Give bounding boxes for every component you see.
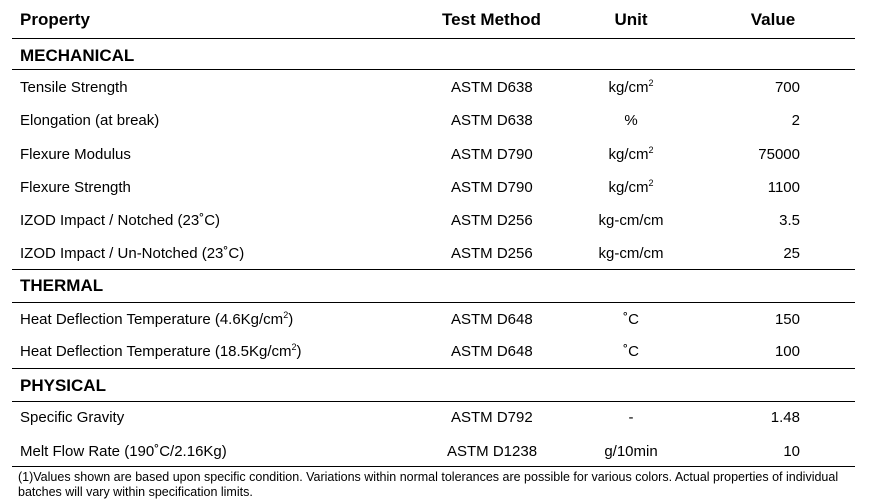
row-method: ASTM D638: [451, 79, 533, 96]
row-method: ASTM D638: [451, 112, 533, 129]
section-divider: [12, 69, 855, 70]
row-value: 150: [774, 311, 800, 328]
footnote: (1)Values shown are based upon specific condition. Variations within normal tolerances are possible for various colors. Actual properties of individual batches will vary within specification limits.: [18, 470, 839, 499]
row-property: Elongation (at break): [20, 112, 160, 129]
row-unit: $kg/cm^2$: [608, 145, 654, 163]
row-property: Melt Flow Rate (190˚C/2.16Kg): [20, 443, 227, 460]
row-value: 2: [791, 112, 800, 129]
section-title: MECHANICAL: [20, 46, 135, 65]
section-divider: [12, 368, 855, 369]
row-value: 100: [774, 343, 800, 360]
header-test-method: Test Method: [442, 10, 541, 29]
row-value: 10: [783, 443, 800, 460]
section-title: PHYSICAL: [20, 376, 106, 395]
footer-divider: [12, 466, 855, 467]
row-method: ASTM D792: [451, 409, 533, 426]
row-value: 3.5: [779, 212, 800, 229]
header-divider: [12, 38, 855, 39]
row-property: Flexure Modulus: [20, 146, 131, 163]
row-method: ASTM D790: [451, 146, 533, 163]
row-method: ASTM D648: [451, 311, 533, 328]
row-value: 25: [783, 245, 800, 262]
row-unit: g/10min: [604, 443, 658, 460]
row-unit: kg-cm/cm: [598, 245, 664, 262]
row-unit: ˚C: [623, 311, 639, 328]
row-property: Specific Gravity: [20, 409, 125, 426]
section-divider: [12, 401, 855, 402]
row-property: Heat Deflection Temperature $(4.6Kg/cm^2)$: [20, 310, 294, 328]
header-unit: Unit: [614, 10, 648, 29]
row-unit: ˚C: [623, 343, 639, 360]
row-unit: -: [628, 409, 634, 426]
row-property: Heat Deflection Temperature $(18.5Kg/cm^2)$: [20, 342, 302, 360]
header-property: Property: [20, 10, 90, 29]
header-value: Value: [750, 10, 796, 29]
row-value: 75000: [758, 146, 800, 163]
row-property: IZOD Impact / Notched (23˚C): [20, 212, 221, 229]
row-method: ASTM D256: [451, 245, 533, 262]
row-method: ASTM D256: [451, 212, 533, 229]
section-divider: [12, 269, 855, 270]
row-property: IZOD Impact / Un-Notched (23˚C): [20, 245, 245, 262]
row-value: 700: [774, 79, 800, 96]
section-title: THERMAL: [20, 276, 104, 295]
row-unit: $kg/cm^2$: [608, 78, 654, 96]
row-method: ASTM D1238: [447, 443, 538, 460]
row-property: Flexure Strength: [20, 179, 131, 196]
row-property: Tensile Strength: [20, 79, 128, 96]
row-method: ASTM D790: [451, 179, 533, 196]
row-value: 1100: [767, 179, 800, 196]
row-unit: $kg/cm^2$: [608, 178, 654, 196]
row-value: 1.48: [770, 409, 800, 426]
row-unit: kg-cm/cm: [598, 212, 664, 229]
row-method: ASTM D648: [451, 343, 533, 360]
row-unit: %: [624, 112, 638, 129]
section-divider: [12, 302, 855, 303]
